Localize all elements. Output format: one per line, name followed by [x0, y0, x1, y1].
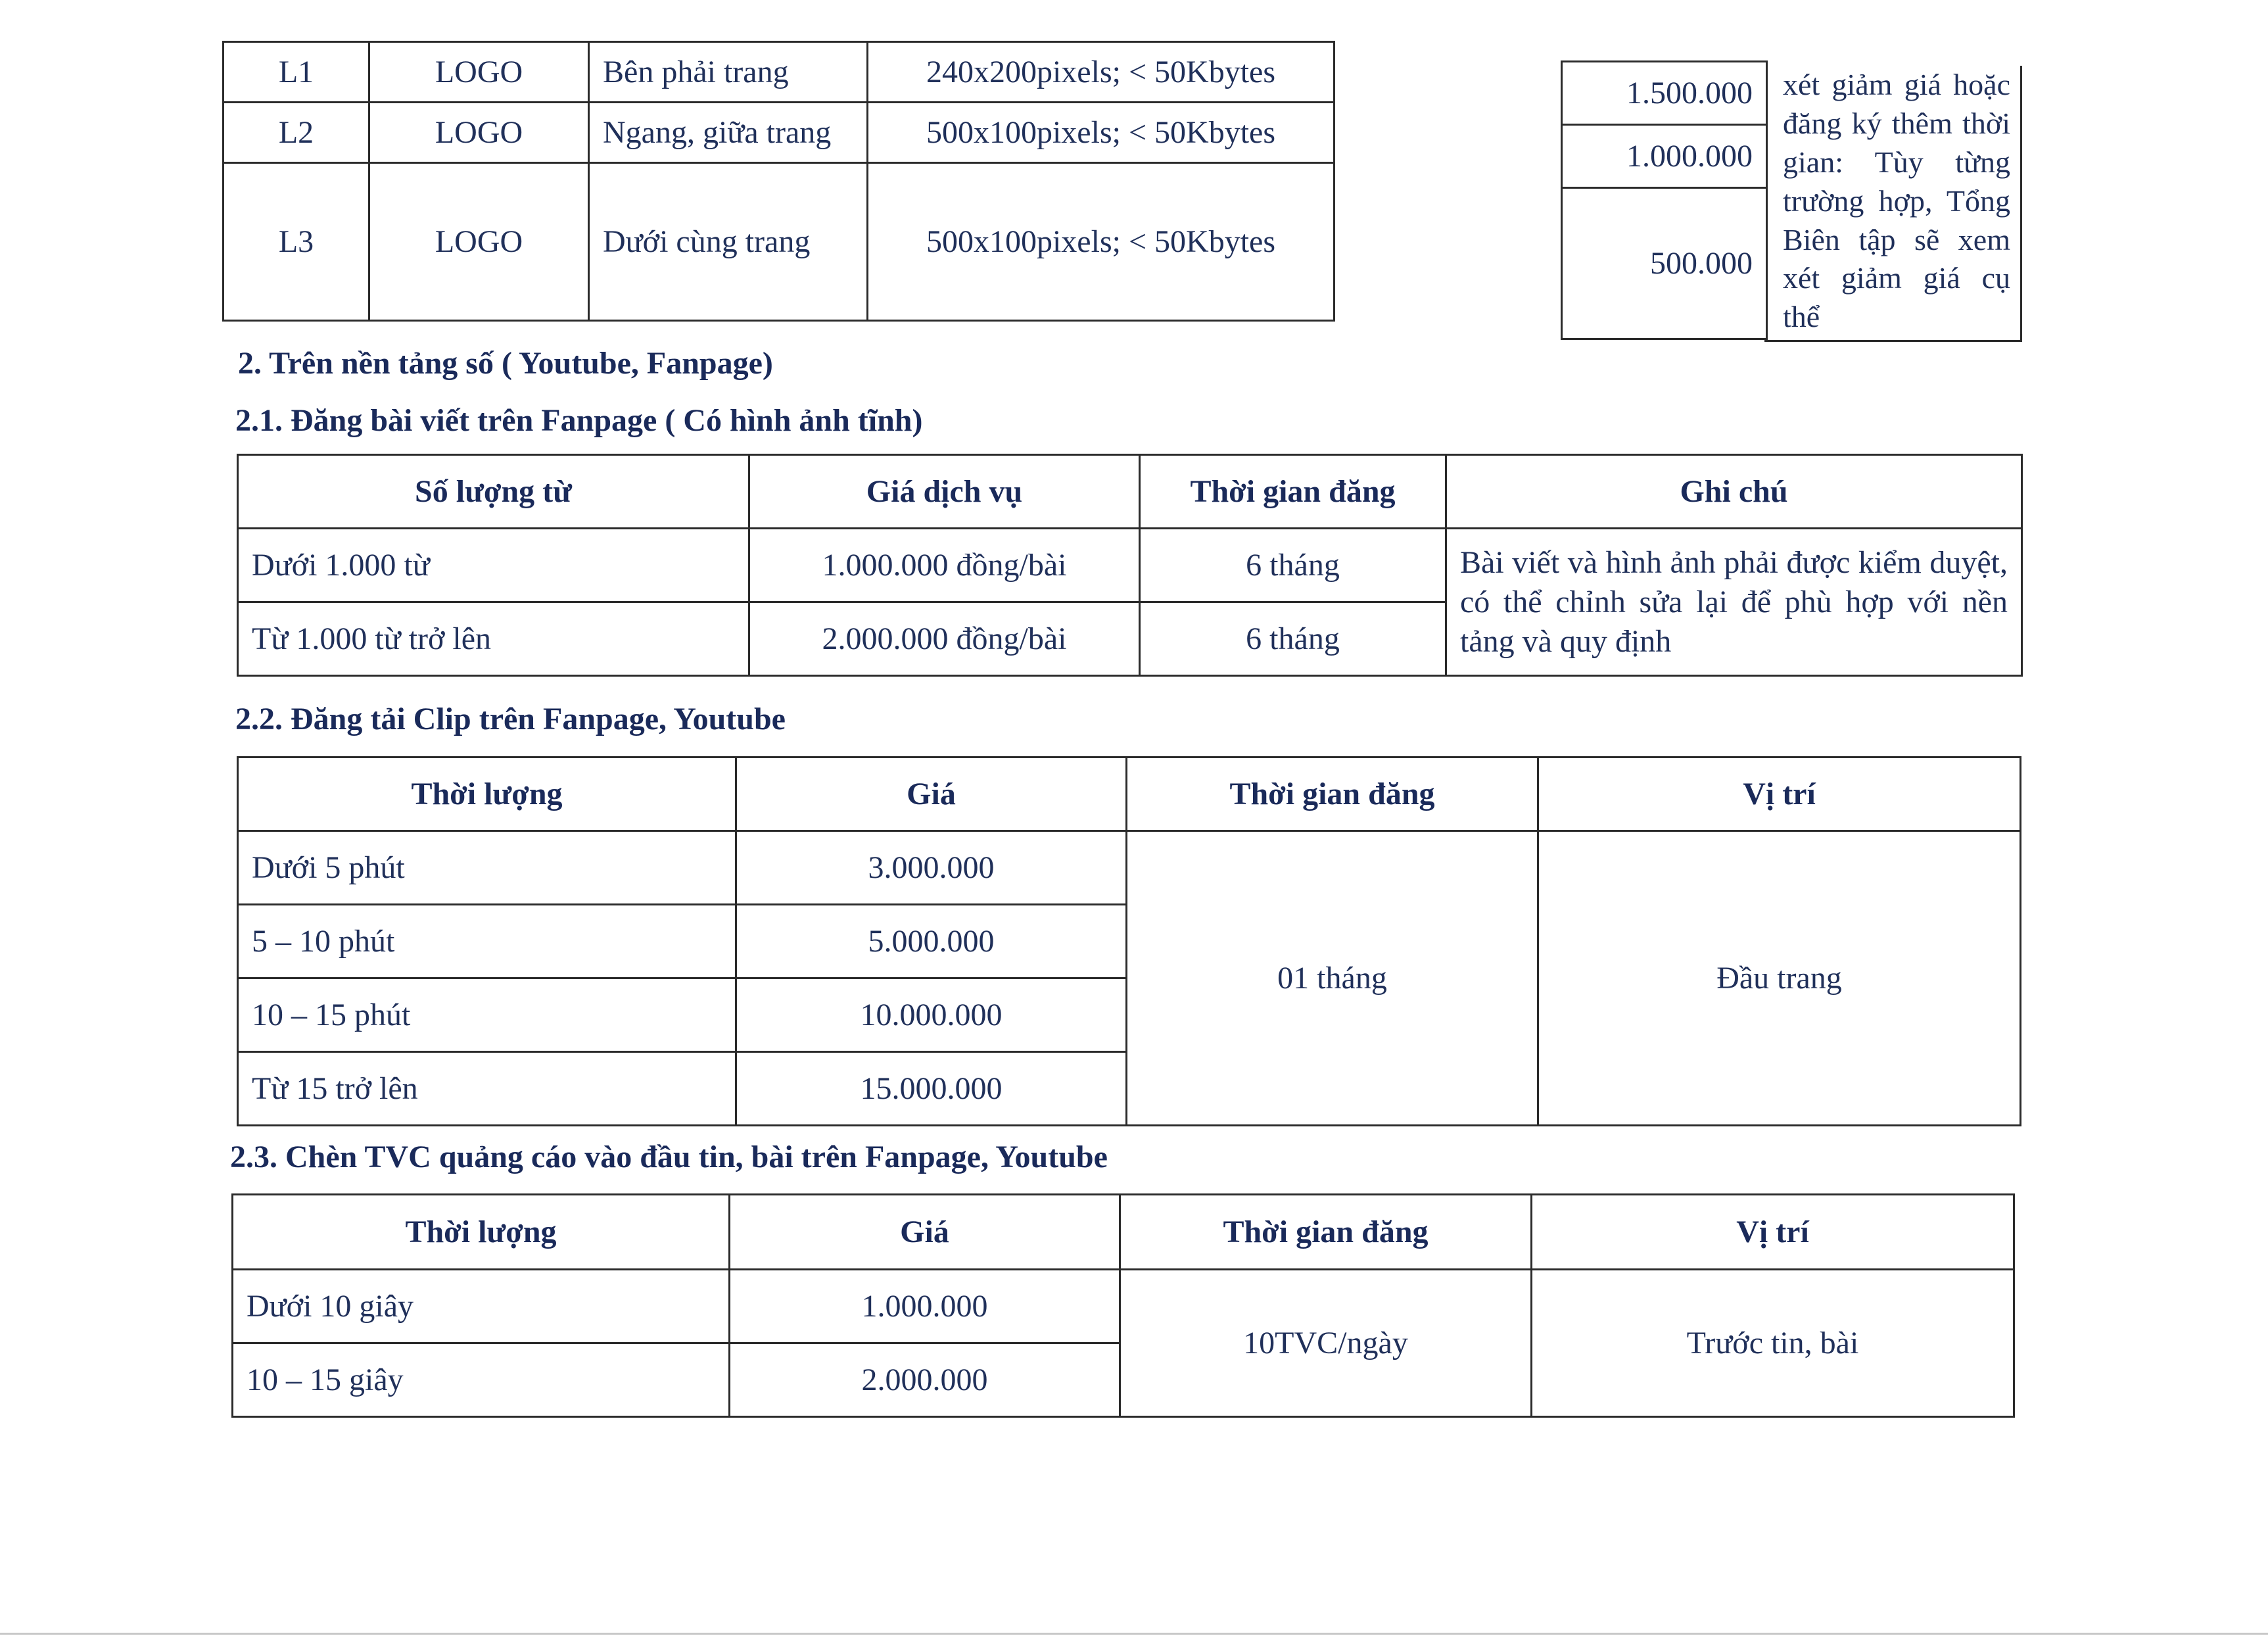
section-2-3-title: 2.3. Chèn TVC quảng cáo vào đầu tin, bài trên Fanpage, Youtube: [230, 1140, 1108, 1174]
column-header: Giá: [736, 758, 1127, 831]
table-header-row: [238, 758, 2021, 831]
logo-price: 1.500.000: [1562, 62, 1767, 125]
fanpage-article-table: [237, 454, 2023, 677]
clip-price: 15.000.000: [736, 1052, 1127, 1126]
table-header-row: [233, 1195, 2014, 1270]
column-header: Vị trí: [1538, 758, 2021, 831]
table-header-row: [238, 455, 2022, 529]
section-2-1-title: 2.1. Đăng bài viết trên Fanpage ( Có hình ảnh tĩnh): [235, 403, 923, 438]
clip-price: 3.000.000: [736, 831, 1127, 905]
clip-upload-table: [237, 756, 2021, 1126]
service-price: 2.000.000 đồng/bài: [749, 602, 1140, 676]
page-bottom-edge: [0, 1633, 2268, 1635]
table-row: [1562, 125, 1767, 188]
column-header: Thời lượng: [238, 758, 736, 831]
section-2-title: 2. Trên nền tảng số ( Youtube, Fanpage): [238, 346, 773, 381]
logo-price: 500.000: [1562, 188, 1767, 339]
logo-position: Ngang, giữa trang: [589, 103, 868, 163]
tvc-length: Dưới 10 giây: [233, 1270, 730, 1343]
column-header: Ghi chú: [1446, 455, 2022, 529]
table-row: [238, 831, 2021, 905]
logo-size: 500x100pixels; < 50Kbytes: [868, 103, 1335, 163]
clip-price: 5.000.000: [736, 905, 1127, 978]
logo-position: Bên phải trang: [589, 42, 868, 103]
clip-length: Từ 15 trở lên: [238, 1052, 736, 1126]
tvc-length: 10 – 15 giây: [233, 1343, 730, 1417]
table-row: [1562, 188, 1767, 339]
logo-type: LOGO: [369, 42, 589, 103]
logo-code: L2: [224, 103, 369, 163]
logo-type: LOGO: [369, 163, 589, 321]
word-count: Dưới 1.000 từ: [238, 529, 749, 602]
table-row: [1562, 62, 1767, 125]
table-row: [224, 103, 1335, 163]
column-header: Giá: [730, 1195, 1120, 1270]
table-row: [233, 1270, 2014, 1343]
discount-note: xét giảm giá hoặc đăng ký thêm thời gian: Tùy từng trường hợp, Tổng Biên tập sẽ xem xét giảm giá cụ thể: [1783, 68, 2010, 334]
word-count: Từ 1.000 từ trở lên: [238, 602, 749, 676]
table-row: [224, 163, 1335, 321]
logo-table: [222, 41, 1335, 322]
column-header: Thời gian đăng: [1127, 758, 1538, 831]
post-duration: 6 tháng: [1140, 529, 1446, 602]
clip-position: Đầu trang: [1538, 831, 2021, 1126]
table-row: [238, 529, 2022, 602]
logo-code: L1: [224, 42, 369, 103]
column-header: Thời gian đăng: [1120, 1195, 1532, 1270]
column-header: Số lượng từ: [238, 455, 749, 529]
clip-length: 5 – 10 phút: [238, 905, 736, 978]
logo-price: 1.000.000: [1562, 125, 1767, 188]
service-price: 1.000.000 đồng/bài: [749, 529, 1140, 602]
tvc-insert-table: [231, 1193, 2015, 1418]
clip-price: 10.000.000: [736, 978, 1127, 1052]
clip-length: 10 – 15 phút: [238, 978, 736, 1052]
logo-size: 500x100pixels; < 50Kbytes: [868, 163, 1335, 321]
clip-duration: 01 tháng: [1127, 831, 1538, 1126]
logo-position: Dưới cùng trang: [589, 163, 868, 321]
section-2-2-title: 2.2. Đăng tải Clip trên Fanpage, Youtube: [235, 702, 786, 736]
column-header: Vị trí: [1532, 1195, 2014, 1270]
column-header: Giá dịch vụ: [749, 455, 1140, 529]
logo-code: L3: [224, 163, 369, 321]
tvc-position: Trước tin, bài: [1532, 1270, 2014, 1417]
clip-length: Dưới 5 phút: [238, 831, 736, 905]
post-duration: 6 tháng: [1140, 602, 1446, 676]
table-row: [224, 42, 1335, 103]
logo-price-table: [1561, 60, 1768, 340]
logo-type: LOGO: [369, 103, 589, 163]
tvc-duration: 10TVC/ngày: [1120, 1270, 1532, 1417]
column-header: Thời lượng: [233, 1195, 730, 1270]
tvc-price: 2.000.000: [730, 1343, 1120, 1417]
column-header: Thời gian đăng: [1140, 455, 1446, 529]
logo-size: 240x200pixels; < 50Kbytes: [868, 42, 1335, 103]
article-note: Bài viết và hình ảnh phải được kiểm duyệt, có thể chỉnh sửa lại để phù hợp với nền tảng và quy định: [1446, 529, 2022, 676]
tvc-price: 1.000.000: [730, 1270, 1120, 1343]
